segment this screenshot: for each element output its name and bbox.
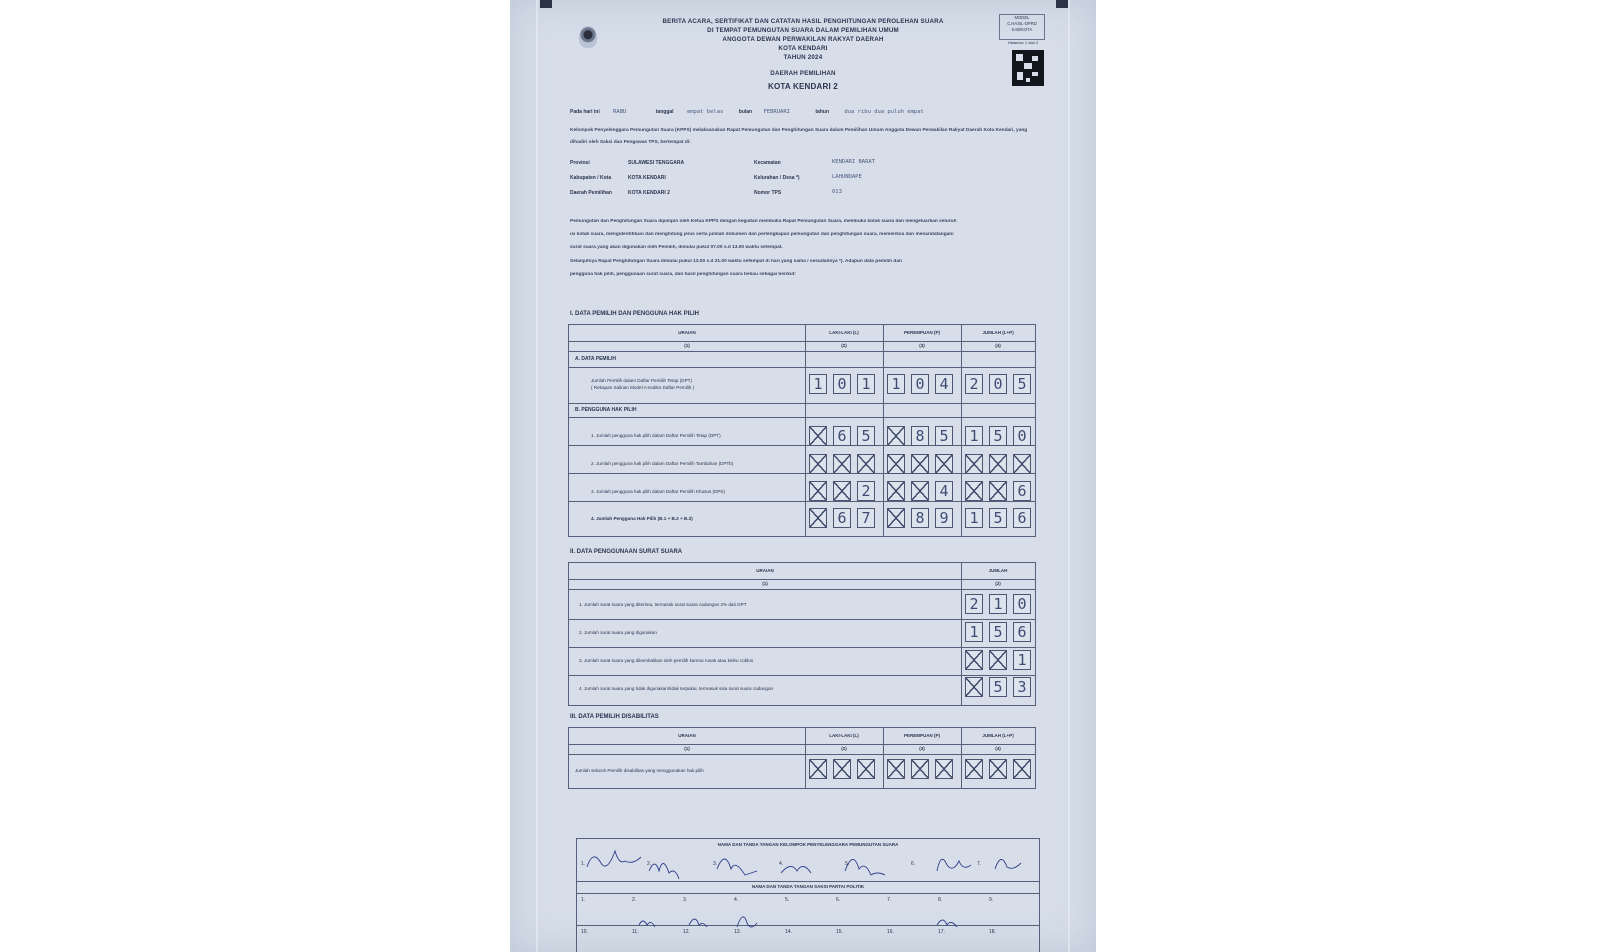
digit-box bbox=[887, 508, 905, 528]
digit-box: 8 bbox=[911, 426, 929, 446]
bulan-label: bulan bbox=[738, 109, 753, 115]
section-title: III. DATA PEMILIH DISABILITAS bbox=[570, 714, 659, 720]
qr-code bbox=[1012, 50, 1044, 86]
saksi-number: 9. bbox=[989, 897, 994, 903]
digit-box bbox=[911, 481, 929, 501]
kecamatan-label: Kecamatan bbox=[754, 160, 781, 166]
digit-box: 1 bbox=[809, 374, 827, 394]
digit-box: 5 bbox=[857, 426, 875, 446]
row-label: 2. Jumlah pengguna hak pilih dalam Daftar Pemilih Tambahan (DPTb) bbox=[591, 461, 734, 466]
saksi-number: 17. bbox=[938, 929, 945, 935]
paper-fold-line bbox=[1068, 0, 1070, 952]
group-label: A. DATA PEMILIH bbox=[575, 356, 617, 362]
digit-box: 1 bbox=[965, 426, 983, 446]
digit-box bbox=[809, 508, 827, 528]
doc-title-line: BERITA ACARA, SERTIFIKAT DAN CATATAN HASIL PENGHITUNGAN PEROLEHAN SUARA bbox=[662, 18, 944, 25]
model-badge bbox=[999, 14, 1045, 40]
digit-box bbox=[887, 759, 905, 779]
col-code: (3) bbox=[919, 746, 925, 751]
row-label: 1. Jumlah surat suara yang diterima, termasuk surat suara cadangan 2% dari DPT bbox=[579, 602, 747, 607]
kecamatan-value: KENDARI BARAT bbox=[832, 159, 876, 165]
digit-box bbox=[887, 454, 905, 474]
digit-box bbox=[887, 481, 905, 501]
body-line: isi kotak suara, mengidentifikasi dan menghitung jenis serta jumlah dokumen dan perlengkapan pemungutan dan penghitungan suara, memeriksa dan menandatangani bbox=[570, 232, 954, 237]
col-header: JUMLAH bbox=[988, 568, 1008, 573]
badge-line: MODEL bbox=[1014, 15, 1030, 20]
digit-box: 5 bbox=[989, 508, 1007, 528]
corner-marker bbox=[540, 0, 552, 8]
col-code: (2) bbox=[841, 343, 847, 348]
col-header: LAKI-LAKI (L) bbox=[829, 330, 859, 335]
digit-box bbox=[857, 759, 875, 779]
row-label: 4. Jumlah Pengguna Hak Pilih (B.1 + B.2 + B.3) bbox=[591, 516, 693, 521]
digit-box: 7 bbox=[857, 508, 875, 528]
date-label: Pada hari ini bbox=[570, 109, 600, 115]
col-code: (1) bbox=[762, 581, 768, 586]
saksi-number: 7. bbox=[887, 897, 892, 903]
kelurahan-label: Kelurahan / Desa *) bbox=[754, 175, 800, 181]
section-title: I. DATA PEMILIH DAN PENGGUNA HAK PILIH bbox=[570, 311, 699, 317]
digit-box bbox=[887, 426, 905, 446]
digit-box bbox=[965, 454, 983, 474]
dapil-name: KOTA KENDARI 2 bbox=[768, 82, 838, 91]
row-label: Jumlah Pemilih dalam Daftar Pemilih Tetap (DPT) bbox=[591, 378, 693, 383]
digit-box bbox=[857, 454, 875, 474]
digit-box: 0 bbox=[833, 374, 851, 394]
digit-box: 1 bbox=[965, 508, 983, 528]
saksi-number: 2. bbox=[632, 897, 637, 903]
date-line bbox=[570, 109, 924, 115]
row-label: Jumlah seluruh Pemilih disabilitas yang menggunakan hak pilih bbox=[575, 768, 704, 773]
digit-box bbox=[1013, 454, 1031, 474]
saksi-signature-title: NAMA DAN TANDA TANGAN SAKSI PARTAI POLITIK bbox=[751, 884, 865, 889]
digit-box bbox=[965, 759, 983, 779]
digit-box bbox=[989, 481, 1007, 501]
digit-box bbox=[833, 454, 851, 474]
digit-box bbox=[809, 481, 827, 501]
digit-box: 1 bbox=[887, 374, 905, 394]
digit-box: 8 bbox=[911, 508, 929, 528]
saksi-number: 1. bbox=[581, 897, 586, 903]
dapil-label: DAERAH PEMILIHAN bbox=[770, 70, 836, 77]
digit-box: 6 bbox=[1013, 508, 1031, 528]
saksi-number: 10. bbox=[581, 929, 588, 935]
dapil-field-label: Daerah Pemilihan bbox=[570, 190, 612, 196]
table-disabilitas bbox=[568, 727, 1036, 789]
col-code: (2) bbox=[995, 581, 1001, 586]
kpps-signature-title: NAMA DAN TANDA TANGAN KELOMPOK PENYELENGGARA PEMUNGUTAN SUARA bbox=[717, 842, 899, 847]
intro-paragraph: Kelompok Penyelenggara Pemungutan Suara (KPPS) melaksanakan Rapat Pemungutan dan Penghitungan Suara dalam Pemilihan Umum Anggota Dewan Perwakilan Rakyat Daerah Kota Kendari, yang dihadiri oleh Saksi dan Pengawas TPS, bertempat di: bbox=[570, 128, 1028, 145]
saksi-number: 4. bbox=[734, 897, 739, 903]
kelurahan-value: LAHUNDAPE bbox=[832, 174, 862, 180]
digit-box bbox=[965, 650, 983, 670]
digit-box: 0 bbox=[911, 374, 929, 394]
tanggal-label: tanggal bbox=[655, 109, 674, 115]
digit-box: 5 bbox=[989, 426, 1007, 446]
row-label: 2. Jumlah surat suara yang digunakan bbox=[579, 630, 657, 635]
doc-title-line: TAHUN 2024 bbox=[783, 54, 823, 61]
digit-box bbox=[809, 759, 827, 779]
digit-box: 1 bbox=[965, 622, 983, 642]
saksi-number: 5. bbox=[785, 897, 790, 903]
kpps-number: 4. bbox=[779, 861, 784, 867]
digit-box bbox=[935, 759, 953, 779]
digit-box bbox=[965, 481, 983, 501]
paper-fold-line bbox=[536, 0, 538, 952]
digit-box: 6 bbox=[833, 508, 851, 528]
saksi-number: 16. bbox=[887, 929, 894, 935]
dapil-field-value: KOTA KENDARI 2 bbox=[628, 190, 670, 196]
kpps-number: 6. bbox=[911, 861, 916, 867]
digit-box bbox=[1013, 759, 1031, 779]
tahun-label: tahun bbox=[815, 109, 829, 115]
kpps-number: 3. bbox=[713, 861, 718, 867]
body-line: pengguna hak pilih, penggunaan surat suara, dan hasil penghitungan suara beliau sebagai berikut: bbox=[570, 272, 797, 277]
col-code: (2) bbox=[841, 746, 847, 751]
day-value: RABU bbox=[613, 109, 627, 115]
saksi-number: 13. bbox=[734, 929, 741, 935]
col-header: PEREMPUAN (P) bbox=[903, 733, 940, 738]
digit-box: 2 bbox=[965, 594, 983, 614]
col-header: URAIAN bbox=[678, 330, 696, 335]
kpps-number: 7. bbox=[977, 861, 982, 867]
saksi-number: 14. bbox=[785, 929, 792, 935]
saksi-number: 11. bbox=[632, 929, 639, 935]
col-header: PEREMPUAN (P) bbox=[903, 330, 940, 335]
tps-label: Nomor TPS bbox=[754, 190, 782, 196]
row-label: 1. Jumlah pengguna hak pilih dalam Daftar Pemilih Tetap (DPT) bbox=[591, 433, 721, 438]
digit-box: 2 bbox=[857, 481, 875, 501]
row-label: 4. Jumlah surat suara yang tidak digunakan/tidak terpakai, termasuk sisa surat suara cadangan bbox=[579, 686, 774, 691]
kabkota-label: Kabupaten / Kota bbox=[570, 175, 612, 181]
kabkota-value: KOTA KENDARI bbox=[628, 175, 666, 181]
digit-box: 5 bbox=[989, 677, 1007, 697]
digit-box bbox=[911, 759, 929, 779]
digit-box bbox=[989, 759, 1007, 779]
digit-box: 9 bbox=[935, 508, 953, 528]
digit-box: 0 bbox=[989, 374, 1007, 394]
body-line: Selanjutnya Rapat Penghitungan Suara dimulai pukul 13.00 s.d 21.00 waktu setempat di hari yang sama / sesudahnya *). Adapun data pemilih dan bbox=[570, 259, 902, 264]
digit-box: 1 bbox=[989, 594, 1007, 614]
saksi-number: 3. bbox=[683, 897, 688, 903]
bulan-value: FEBRUARI bbox=[763, 109, 790, 115]
col-code: (1) bbox=[684, 343, 690, 348]
body-line: surat suara yang akan digunakan oleh Pemilih, dimulai pukul 07.00 s.d 13.00 waktu setempat. bbox=[570, 245, 783, 250]
row-label: 3. Jumlah surat suara yang dikembalikan oleh pemilih karena rusak atau keliru coblos bbox=[579, 658, 754, 663]
digit-box: 5 bbox=[935, 426, 953, 446]
digit-box: 6 bbox=[833, 426, 851, 446]
tps-value: 013 bbox=[832, 189, 842, 195]
digit-box: 0 bbox=[1013, 426, 1031, 446]
digit-box: 4 bbox=[935, 374, 953, 394]
col-code: (1) bbox=[684, 746, 690, 751]
digit-box: 5 bbox=[1013, 374, 1031, 394]
col-code: (4) bbox=[995, 746, 1001, 751]
handwritten-signatures bbox=[577, 847, 1039, 952]
digit-box: 1 bbox=[1013, 650, 1031, 670]
saksi-number: 18. bbox=[989, 929, 996, 935]
digit-box bbox=[989, 650, 1007, 670]
doc-title-line: KOTA KENDARI bbox=[778, 45, 828, 52]
digit-box: 6 bbox=[1013, 481, 1031, 501]
signature-area bbox=[576, 838, 1040, 952]
digit-box bbox=[809, 454, 827, 474]
kpps-number: 1. bbox=[581, 861, 586, 867]
body-line: Pemungutan dan Penghitungan Suara dipimpin oleh Ketua KPPS dengan kegiatan membuka Rapat Pemungutan Suara, membuka kotak suara dan mengeluarkan seluruh bbox=[570, 219, 957, 224]
saksi-number: 12. bbox=[683, 929, 690, 935]
col-code: (4) bbox=[995, 343, 1001, 348]
col-code: (3) bbox=[919, 343, 925, 348]
digit-box bbox=[911, 454, 929, 474]
saksi-number: 8. bbox=[938, 897, 943, 903]
digit-box: 6 bbox=[1013, 622, 1031, 642]
digit-box: 1 bbox=[857, 374, 875, 394]
digit-box bbox=[833, 759, 851, 779]
row-label: 3. Jumlah pengguna hak pilih dalam Daftar Pemilih Khusus (DPK) bbox=[591, 489, 726, 494]
col-header: JUMLAH (L+P) bbox=[982, 733, 1014, 738]
kpps-number: 2. bbox=[647, 861, 652, 867]
digit-box: 2 bbox=[965, 374, 983, 394]
tahun-value: dua ribu dua puluh empat bbox=[844, 109, 924, 115]
digit-box bbox=[833, 481, 851, 501]
digit-box bbox=[989, 454, 1007, 474]
doc-title-line: ANGGOTA DEWAN PERWAKILAN RAKYAT DAERAH bbox=[722, 36, 884, 43]
corner-marker bbox=[1056, 0, 1068, 8]
badge-line: C.HASIL-DPRD bbox=[1007, 21, 1037, 26]
saksi-number: 15. bbox=[836, 929, 843, 935]
digit-box: 4 bbox=[935, 481, 953, 501]
digit-box bbox=[935, 454, 953, 474]
saksi-number: 6. bbox=[836, 897, 841, 903]
provinsi-value: SULAWESI TENGGARA bbox=[628, 160, 685, 166]
col-header: URAIAN bbox=[678, 733, 696, 738]
kpps-number: 5. bbox=[845, 861, 850, 867]
digit-box: 5 bbox=[989, 622, 1007, 642]
document-sheet bbox=[510, 0, 1096, 952]
col-header: URAIAN bbox=[756, 568, 774, 573]
page-counter: Halaman 1 dari 2 bbox=[1007, 40, 1039, 45]
group-label: B. PENGGUNA HAK PILIH bbox=[575, 407, 637, 413]
provinsi-label: Provinsi bbox=[570, 160, 590, 166]
tanggal-value: empat belas bbox=[686, 109, 724, 115]
col-header: JUMLAH (L+P) bbox=[982, 330, 1014, 335]
col-header: LAKI-LAKI (L) bbox=[829, 733, 859, 738]
doc-title-line: DI TEMPAT PEMUNGUTAN SUARA DALAM PEMILIHAN UMUM bbox=[707, 27, 899, 34]
section-title: II. DATA PENGGUNAAN SURAT SUARA bbox=[570, 549, 683, 555]
digit-box: 0 bbox=[1013, 594, 1031, 614]
digit-box bbox=[965, 677, 983, 697]
badge-line: KAB/KOTA bbox=[1011, 27, 1033, 32]
digit-box bbox=[809, 426, 827, 446]
digit-box: 3 bbox=[1013, 677, 1031, 697]
row-sublabel: ( Rekapan Salinan Model A-Kabko Daftar Pemilih ) bbox=[591, 385, 695, 390]
